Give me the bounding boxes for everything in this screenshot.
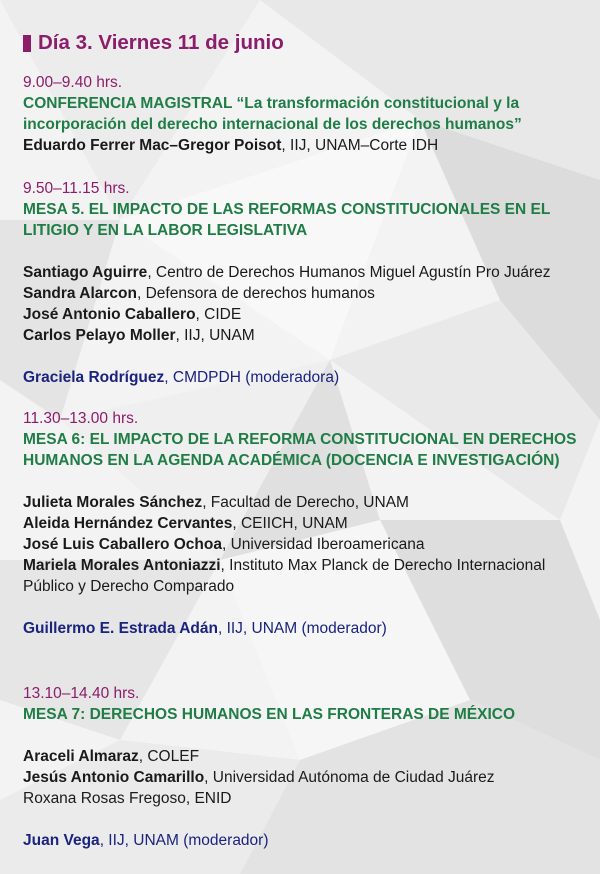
session-conferencia — [23, 72, 593, 156]
speaker-affiliation: , Instituto Max Planck de Derecho Internacional Público y Derecho Comparado — [23, 557, 546, 595]
moderator-line — [23, 618, 593, 639]
speaker-affiliation: , Universidad Iberoamericana — [221, 536, 425, 553]
speaker-line — [23, 304, 593, 325]
speaker-line — [23, 492, 593, 513]
speaker-name: Jesús Antonio Camarillo — [23, 769, 205, 786]
speaker-line — [23, 283, 593, 304]
speaker-affiliation: , COLEF — [138, 748, 200, 765]
session-time: 9.50–11.15 hrs. — [23, 180, 130, 197]
moderator-affiliation: , IIJ, UNAM (moderador) — [99, 832, 269, 849]
speaker-name: Araceli Almaraz — [23, 748, 139, 765]
session-title: MESA 6: EL IMPACTO DE LA REFORMA CONSTITUCIONAL EN DERECHOS HUMANOS EN LA AGENDA ACADÉMICA (DOCENCIA E INVESTIGACIÓN) — [23, 431, 577, 469]
session-title: MESA 7: DERECHOS HUMANOS EN LAS FRONTERAS DE MÉXICO — [23, 706, 516, 723]
day-title-text: Día 3. Viernes 11 de junio — [38, 31, 284, 54]
speaker-affiliation: , Facultad de Derecho, UNAM — [202, 494, 409, 511]
speaker-name: José Antonio Caballero — [23, 306, 196, 323]
session-mesa-5 — [23, 178, 593, 388]
session-time: 13.10–14.40 hrs. — [23, 685, 140, 702]
speaker-name: Sandra Alarcon — [23, 285, 137, 302]
speaker-affiliation: , Defensora de derechos humanos — [137, 285, 375, 302]
speaker-line — [23, 534, 593, 555]
day-heading — [23, 31, 284, 55]
session-title: CONFERENCIA MAGISTRAL “La transformación constitucional y la incorporación del derecho internacional de los derechos humanos” — [23, 95, 522, 133]
speaker-affiliation: , IIJ, UNAM–Corte IDH — [281, 137, 439, 154]
moderator-name: Guillermo E. Estrada Adán — [23, 620, 218, 637]
speaker-name: Carlos Pelayo Moller — [23, 327, 176, 344]
speaker-name: Santiago Aguirre — [23, 264, 148, 281]
speaker-affiliation: , IIJ, UNAM — [175, 327, 255, 344]
session-mesa-6 — [23, 408, 593, 639]
speaker-name: Aleida Hernández Cervantes — [23, 515, 233, 532]
session-time: 11.30–13.00 hrs. — [23, 410, 139, 427]
session-mesa-7 — [23, 683, 593, 851]
session-title: MESA 5. EL IMPACTO DE LAS REFORMAS CONSTITUCIONALES EN EL LITIGIO Y EN LA LABOR LEGISLATIVA — [23, 201, 551, 239]
session-time: 9.00–9.40 hrs. — [23, 74, 123, 91]
speaker-line — [23, 135, 593, 156]
moderator-line — [23, 830, 593, 851]
speaker-line — [23, 555, 593, 597]
speaker-line — [23, 746, 593, 767]
speaker-line — [23, 788, 593, 809]
speaker-name: Mariela Morales Antoniazzi — [23, 557, 221, 574]
heading-bar-icon — [23, 35, 31, 52]
moderator-name: Juan Vega — [23, 832, 100, 849]
speaker-line — [23, 325, 593, 346]
moderator-affiliation: , IIJ, UNAM (moderador) — [217, 620, 387, 637]
speaker-affiliation: , Universidad Autónoma de Ciudad Juárez — [204, 769, 495, 786]
speaker-line — [23, 513, 593, 534]
speaker-line — [23, 262, 593, 283]
speaker-name: Eduardo Ferrer Mac–Gregor Poisot — [23, 137, 282, 154]
speaker-name: José Luis Caballero Ochoa — [23, 536, 222, 553]
speaker-affiliation: , Centro de Derechos Humanos Miguel Agustín Pro Juárez — [147, 264, 551, 281]
moderator-affiliation: , CMDPDH (moderadora) — [164, 369, 340, 386]
speaker-affiliation: , CIDE — [195, 306, 242, 323]
speaker-affiliation: Roxana Rosas Fregoso, ENID — [23, 790, 232, 807]
speaker-name: Julieta Morales Sánchez — [23, 494, 203, 511]
moderator-line — [23, 367, 593, 388]
moderator-name: Graciela Rodríguez — [23, 369, 165, 386]
speaker-line — [23, 767, 593, 788]
speaker-affiliation: , CEIICH, UNAM — [232, 515, 348, 532]
